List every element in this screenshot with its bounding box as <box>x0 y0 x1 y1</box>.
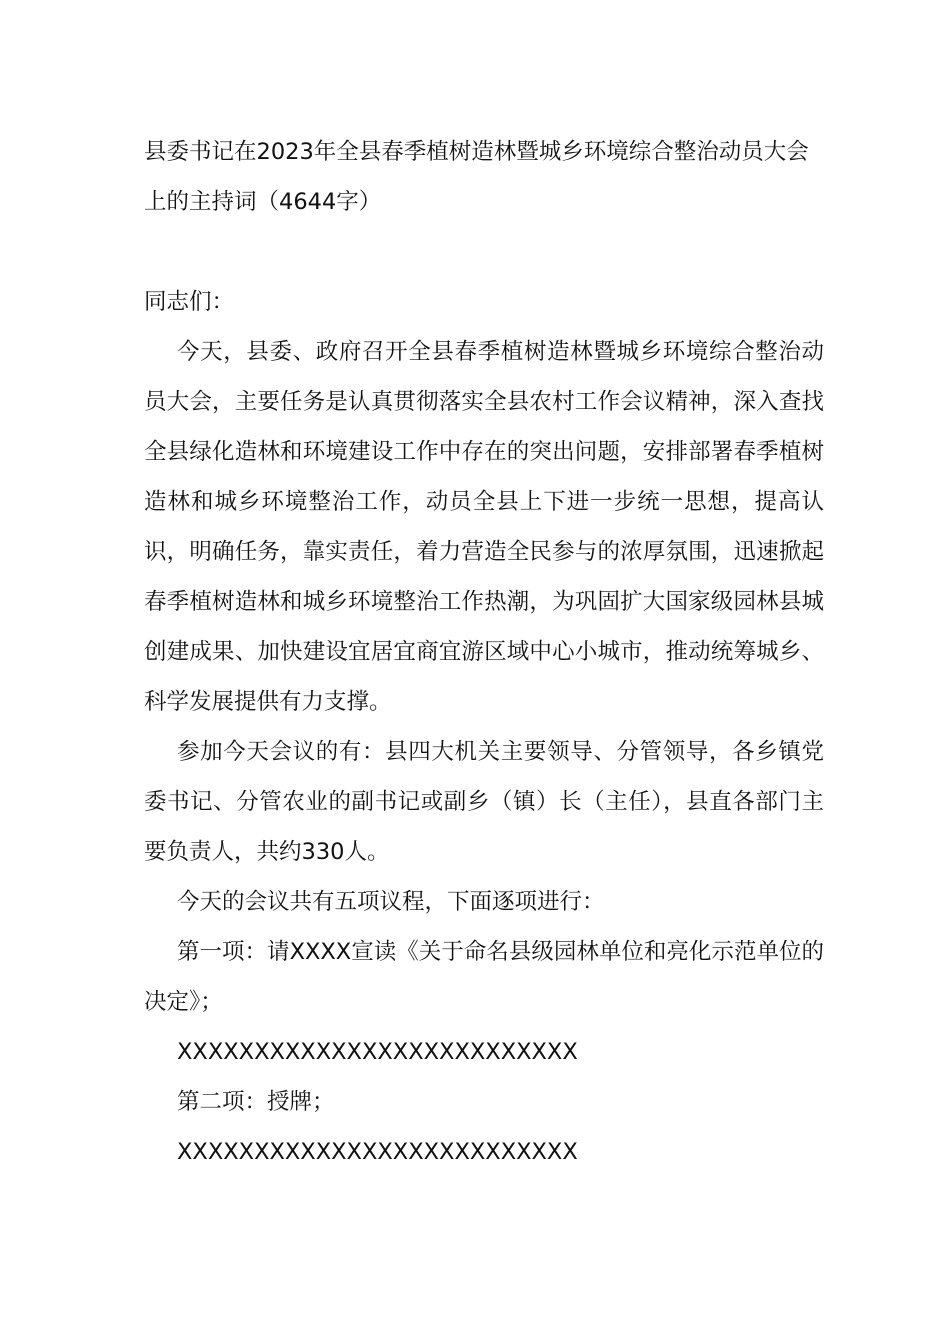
placeholder-line-1: XXXXXXXXXXXXXXXXXXXXXXXXXX <box>177 1039 578 1065</box>
agenda-item-1: 第一项：请XXXX宣读《关于命名县级园林单位和亮化示范单位的决定》； <box>144 939 824 1015</box>
paragraph-agenda-intro: 今天的会议共有五项议程，下面逐项进行： <box>177 889 605 915</box>
document-title: 县委书记在2023年全县春季植树造林暨城乡环境综合整治动员大会上的主持词（4644字） <box>144 139 809 215</box>
paragraph-attendees: 参加今天会议的有：县四大机关主要领导、分管领导，各乡镇党委书记、分管农业的副书记或副乡（镇）长（主任），县直各部门主要负责人，共约330人。 <box>144 739 824 865</box>
paragraph-purpose: 今天，县委、政府召开全县春季植树造林暨城乡环境综合整治动员大会，主要任务是认真贯彻落实全县农村工作会议精神，深入查找全县绿化造林和环境建设工作中存在的突出问题，安排部署春季植树造林和城乡环境整治工作，动员全县上下进一步统一思想，提高认识，明确任务，靠实责任，着力营造全民参与的浓厚氛围，迅速掀起春季植树造林和城乡环境整治工作热潮，为巩固扩大国家级园林县城创建成果、加快建设宜居宜商宜游区域中心小城市，推动统筹城乡、科学发展提供有力支撑。 <box>144 339 824 715</box>
placeholder-line-2: XXXXXXXXXXXXXXXXXXXXXXXXXX <box>177 1139 578 1165</box>
agenda-item-2: 第二项：授牌； <box>177 1089 335 1115</box>
document-body <box>144 128 824 1177</box>
salutation: 同志们： <box>144 289 235 315</box>
title-spacing <box>144 227 824 277</box>
